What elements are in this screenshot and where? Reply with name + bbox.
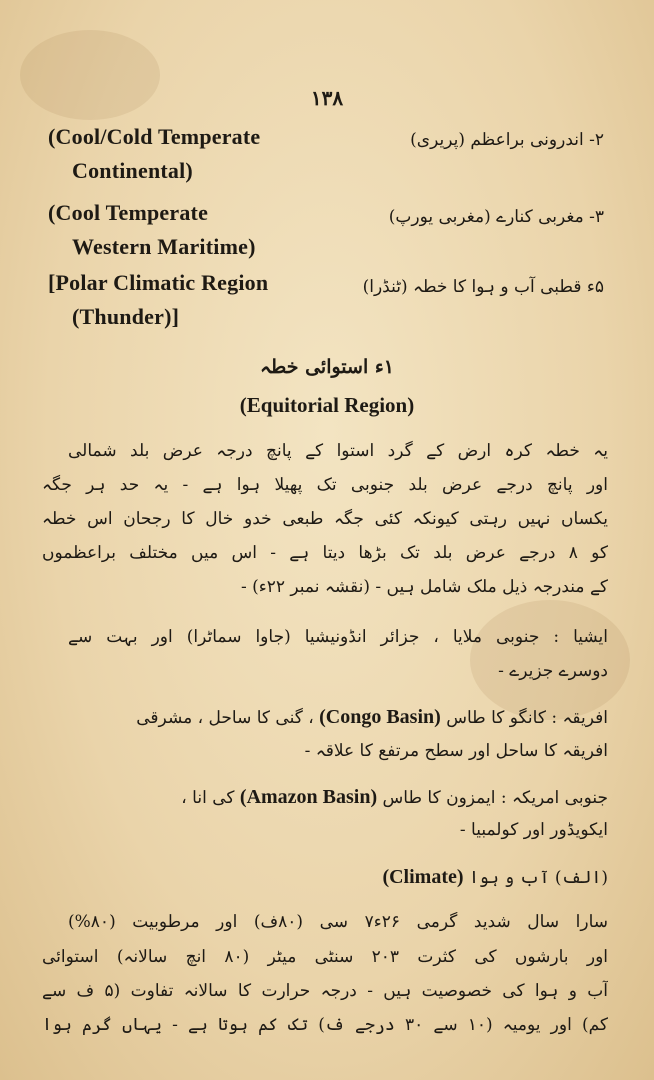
climate-heading-urdu: (الف) آب و ہوا <box>468 868 608 888</box>
climate-list-item-5-cont <box>0 304 654 336</box>
region-asia-line-2: دوسرے جزیرے - <box>498 661 608 681</box>
page-number: ۱۳۸ <box>310 86 344 110</box>
climate-list-item-3-cont <box>0 234 654 266</box>
region-south-america-line-1 <box>181 786 608 809</box>
climate-list-item-2-cont <box>0 158 654 190</box>
climate-list-item-5 <box>0 270 654 302</box>
climate-subheading <box>382 866 608 889</box>
paragraph-line-4: کو ۸ درجے عرض بلد تک بڑھا دیتا ہے - اس میں مختلف براعظموں <box>42 543 608 563</box>
urdu-label: ۵ء قطبی آب و ہوا کا خطہ (ٹنڈرا) <box>362 277 604 297</box>
region-south-america-line-2: ایکویڈور اور کولمبیا - <box>459 820 608 840</box>
paragraph-line-2: اور پانچ درجے عرض بلد جنوبی تک پھیلا ہوا ہے - یہ حد ہر جگہ <box>42 475 608 495</box>
climate-line-2: اور بارشوں کی کثرت ۲۰۳ سنٹی میٹر (۸۰ انچ سالانہ) استوائی <box>42 947 608 967</box>
amazon-basin-label: (Amazon Basin) <box>239 786 378 808</box>
english-label: (Cool/Cold Temperate <box>48 124 261 149</box>
climate-list-item-3 <box>0 200 654 232</box>
africa-text-a: افریقہ : کانگو کا طاس <box>446 708 608 728</box>
english-label: (Cool Temperate <box>48 200 209 225</box>
climate-heading-english: (Climate) <box>382 866 464 888</box>
climate-list-item-2 <box>0 124 654 156</box>
section-heading-english: (Equitorial Region) <box>239 393 415 417</box>
south-america-text-b: کی انا ، <box>181 788 235 808</box>
paragraph-line-1: یہ خطہ کرہ ارض کے گرد استوا کے پانچ درجہ عرض بلد شمالی <box>68 441 608 461</box>
region-africa-line-2: افریقہ کا ساحل اور سطح مرتفع کا علاقہ - <box>304 741 608 761</box>
english-label: (Thunder)] <box>72 304 180 329</box>
climate-line-1: سارا سال شدید گرمی ۲۶ء۷ سی (۸۰ف) اور مرطوبیت (۸۰%) <box>68 912 608 932</box>
climate-line-4: کم) اور یومیہ (۱۰ سے ۳۰ درجے ف) تک کم ہوتا ہے - یہاں گرم ہوا <box>42 1015 608 1035</box>
urdu-label: ۳- مغربی کنارے (مغربی یورپ) <box>388 207 604 227</box>
paragraph-line-5: کے مندرجہ ذیل ملک شامل ہیں - (نقشہ نمبر ۲۲ء) - <box>240 577 608 597</box>
english-label: [Polar Climatic Region <box>48 270 269 295</box>
region-africa-line-1 <box>136 706 608 729</box>
english-label: Continental) <box>72 158 193 183</box>
paragraph-line-3: یکساں نہیں رہتی کیونکہ کئی جگہ طبعی خدو خال کا رجحان اس خطہ <box>42 509 608 529</box>
region-asia-line-1: ایشیا : جنوبی ملایا ، جزائر انڈونیشیا (جاوا سماٹرا) اور بہت سے <box>68 627 608 647</box>
section-heading-urdu: ۱ء استوائی خطہ <box>260 356 394 378</box>
english-label: Western Maritime) <box>72 234 256 259</box>
congo-basin-label: (Congo Basin) <box>319 706 441 728</box>
south-america-text-a: جنوبی امریکہ : ایمزون کا طاس <box>382 788 608 808</box>
africa-text-b: ، گنی کا ساحل ، مشرقی <box>136 708 314 728</box>
climate-line-3: آب و ہوا کی خصوصیت ہیں - درجہ حرارت کا سالانہ تفاوت (۵ ف سے <box>42 981 608 1001</box>
urdu-label: ۲- اندرونی براعظم (پریری) <box>410 130 604 150</box>
